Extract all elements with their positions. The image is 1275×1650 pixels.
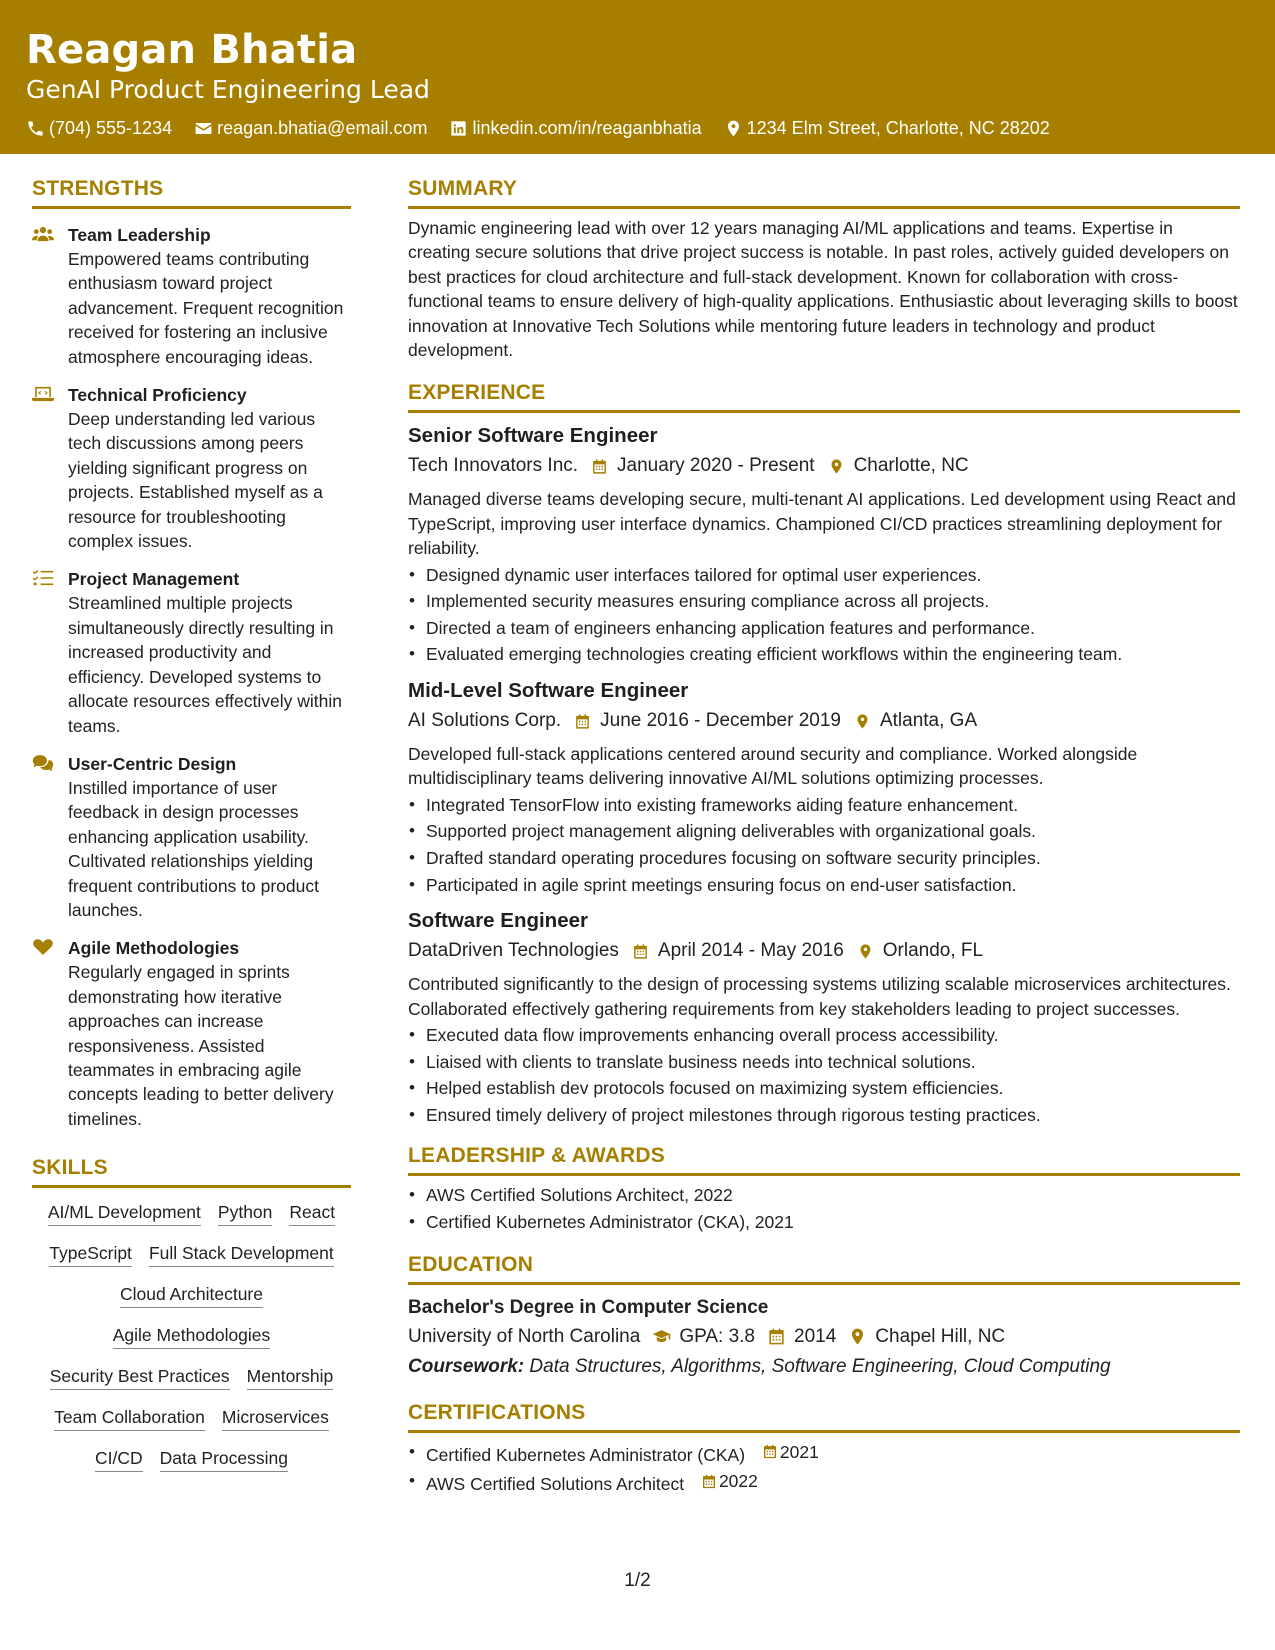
job-title: Mid-Level Software Engineer (408, 679, 689, 703)
page-number: 1/2 (624, 1570, 651, 1591)
job-bullets (408, 792, 1240, 898)
gpa-text: GPA: 3.8 (679, 1325, 755, 1347)
strength-description: Streamlined multiple projects simultaneously directly resulting in increased productivity and efficiency. Developed systems to allocate resources effectively within teams. (68, 593, 342, 736)
list-item (408, 1439, 1240, 1468)
candidate-name: Reagan Bhatia (26, 27, 358, 73)
strength-title: Team Leadership (68, 225, 211, 245)
map-pin-icon (854, 712, 871, 731)
strength-item (32, 936, 351, 1131)
education-location: Chapel Hill, NC (875, 1325, 1006, 1347)
list-item: • Executed data flow improvements enhancing overall process accessibility. (408, 1022, 1240, 1049)
right-column (408, 174, 1240, 1497)
skill-tag: Team Collaboration (54, 1405, 205, 1431)
experience-heading: EXPERIENCE (408, 378, 1240, 413)
list-item (408, 1468, 1240, 1497)
job-bullets (408, 562, 1240, 668)
skills-list (32, 1200, 351, 1472)
certifications-list (408, 1439, 1240, 1498)
checklist-icon (32, 569, 54, 587)
job-description: Contributed significantly to the design of processing systems utilizing scalable microservices architectures. Collaborated effectively gathering requirements from key stakeholders leading to project successes. (408, 974, 1231, 1019)
list-item: • Integrated TensorFlow into existing frameworks aiding feature enhancement. (408, 792, 1240, 819)
list-item: • Directed a team of engineers enhancing application features and performance. (408, 615, 1240, 642)
job-bullets (408, 1022, 1240, 1128)
list-item: • Ensured timely delivery of project milestones through rigorous testing practices. (408, 1102, 1240, 1129)
strength-description: Empowered teams contributing enthusiasm toward project advancement. Frequent recognition received for fostering an inclusive atmosphere encouraging ideas. (68, 249, 344, 367)
strengths-heading: STRENGTHS (32, 174, 351, 209)
summary-text: Dynamic engineering lead with over 12 years managing AI/ML applications and teams. Expertise in creating secure solutions that drive project success is notable. In past roles, actively guided developers on best practices for cloud architecture and full-stack development. Known for collaboration with cross-functional teams to ensure delivery of high-quality applications. Enthusiastic about leveraging skills to boost innovation at Innovative Tech Solutions while mentoring future leaders in technology and product development. (408, 218, 1238, 361)
strength-title: Agile Methodologies (68, 938, 240, 959)
candidate-role: GenAI Product Engineering Lead (26, 75, 430, 104)
strength-item (32, 383, 351, 553)
education-heading: EDUCATION (408, 1250, 1240, 1285)
job-title: Senior Software Engineer (408, 424, 658, 448)
skill-tag: AI/ML Development (48, 1200, 201, 1226)
skill-tag: Cloud Architecture (120, 1282, 263, 1308)
awards-heading: LEADERSHIP & AWARDS (408, 1141, 1240, 1176)
list-item: • Participated in agile sprint meetings ensuring focus on end-user satisfaction. (408, 872, 1240, 899)
map-pin-icon (724, 119, 743, 138)
linkedin-text: linkedin.com/in/reaganbhatia (472, 118, 702, 138)
laptop-code-icon (32, 385, 54, 403)
graduation-cap-icon (652, 1327, 671, 1346)
strength-description: Regularly engaged in sprints demonstrating how iterative approaches can increase responsiveness. Assisted teammates in embracing agile concepts leading to better delivery timelines. (68, 962, 334, 1129)
skill-tag: Mentorship (247, 1364, 334, 1390)
strength-description: Deep understanding led various tech discussions among peers yielding significant progress on projects. Established myself as a resource for troubleshooting complex issues. (68, 409, 323, 552)
skill-tag: Data Processing (160, 1446, 288, 1472)
address-text: 1234 Elm Street, Charlotte, NC 28202 (746, 118, 1050, 138)
skill-tag: TypeScript (49, 1241, 132, 1267)
job-meta (408, 936, 1240, 966)
list-item: • Helped establish dev protocols focused on maximizing system efficiencies. (408, 1075, 1240, 1102)
education-meta (408, 1322, 1240, 1352)
map-pin-icon (857, 942, 874, 961)
list-item: • Evaluated emerging technologies creating efficient workflows within the engineering team. (408, 641, 1240, 668)
skill-tag: Microservices (222, 1405, 329, 1431)
awards-list (408, 1182, 1240, 1235)
job-dates: April 2014 - May 2016 (657, 940, 844, 962)
job-location: Charlotte, NC (853, 455, 969, 477)
company-name: Tech Innovators Inc. (408, 455, 579, 477)
job-description: Developed full-stack applications centered around security and compliance. Worked alongside multidisciplinary teams delivering innovative AI/ML solutions optimizing processes. (408, 744, 1138, 789)
company-name: DataDriven Technologies (408, 940, 619, 962)
left-column (32, 174, 351, 1472)
list-item: • Drafted standard operating procedures focusing on software security principles. (408, 845, 1240, 872)
company-name: AI Solutions Corp. (408, 710, 562, 732)
calendar-icon (762, 1443, 778, 1460)
strength-title: Project Management (68, 569, 240, 590)
skill-tag: CI/CD (95, 1446, 143, 1472)
strength-title: User-Centric Design (68, 753, 237, 774)
list-item: • AWS Certified Solutions Architect, 2022 (408, 1182, 1240, 1209)
map-pin-icon (828, 457, 845, 476)
school-name: University of North Carolina (408, 1325, 641, 1347)
job-description: Managed diverse teams developing secure, multi-tenant AI applications. Led development using React and TypeScript, improving user interface dynamics. Championed CI/CD practices streamlining deployment for reliability. (408, 489, 1236, 559)
strength-description: Instilled importance of user feedback in design processes enhancing application usability. Cultivated relationships yielding frequent contributions to product launches. (68, 777, 319, 920)
degree-title: Bachelor's Degree in Computer Science (408, 1296, 769, 1318)
job-dates: June 2016 - December 2019 (600, 710, 841, 732)
calendar-icon (591, 457, 608, 476)
job-meta (408, 706, 1240, 736)
coursework-text: Data Structures, Algorithms, Software Engineering, Cloud Computing (529, 1355, 1111, 1377)
job-entry (408, 907, 1240, 1128)
job-meta (408, 451, 1240, 481)
email-text: reagan.bhatia@email.com (217, 118, 428, 138)
strength-item (32, 567, 351, 737)
phone-icon (26, 119, 45, 138)
resume-header (0, 0, 1275, 154)
skill-tag: Python (218, 1200, 272, 1226)
list-item: • Liaised with clients to translate business needs into technical solutions. (408, 1049, 1240, 1076)
skill-tag: Full Stack Development (149, 1241, 334, 1267)
linkedin-icon (449, 119, 468, 138)
strength-title: Technical Proficiency (68, 385, 247, 406)
job-location: Atlanta, GA (879, 710, 978, 732)
coursework-line (408, 1352, 1240, 1382)
list-item: • Implemented security measures ensuring compliance across all projects. (408, 588, 1240, 615)
contact-linkedin[interactable] (449, 116, 701, 140)
coursework-label: Coursework: (408, 1355, 525, 1377)
summary-heading: SUMMARY (408, 174, 1240, 209)
certification-year: 2022 (718, 1470, 758, 1491)
calendar-icon (632, 942, 649, 961)
certification-name: Certified Kubernetes Administrator (CKA) (426, 1444, 746, 1465)
users-icon (32, 225, 54, 243)
contact-bar (26, 116, 1249, 140)
strength-item (32, 752, 351, 922)
list-item: • Certified Kubernetes Administrator (CKA), 2021 (408, 1209, 1240, 1236)
contact-address (724, 116, 1050, 140)
contact-phone[interactable] (26, 116, 172, 140)
job-dates: January 2020 - Present (617, 455, 815, 477)
education-year: 2014 (794, 1325, 837, 1347)
calendar-icon (574, 712, 591, 731)
skill-tag: Agile Methodologies (113, 1323, 271, 1349)
envelope-icon (194, 119, 213, 138)
map-pin-icon (848, 1327, 867, 1346)
job-title: Software Engineer (408, 909, 588, 933)
skills-heading: SKILLS (32, 1153, 351, 1188)
contact-email[interactable] (194, 116, 427, 140)
job-location: Orlando, FL (882, 940, 984, 962)
list-item: • Supported project management aligning deliverables with organizational goals. (408, 818, 1240, 845)
job-entry (408, 677, 1240, 898)
certification-year: 2021 (779, 1441, 819, 1462)
job-entry (408, 422, 1240, 668)
heart-icon (32, 938, 54, 956)
calendar-icon (767, 1327, 786, 1346)
phone-text: (704) 555-1234 (49, 118, 173, 138)
calendar-icon (701, 1473, 717, 1490)
certification-name: AWS Certified Solutions Architect (426, 1473, 685, 1494)
strength-item (32, 223, 351, 369)
certifications-heading: CERTIFICATIONS (408, 1398, 1240, 1433)
skill-tag: Security Best Practices (50, 1364, 230, 1390)
list-item: • Designed dynamic user interfaces tailored for optimal user experiences. (408, 562, 1240, 589)
skill-tag: React (289, 1200, 335, 1226)
comments-icon (32, 754, 54, 772)
